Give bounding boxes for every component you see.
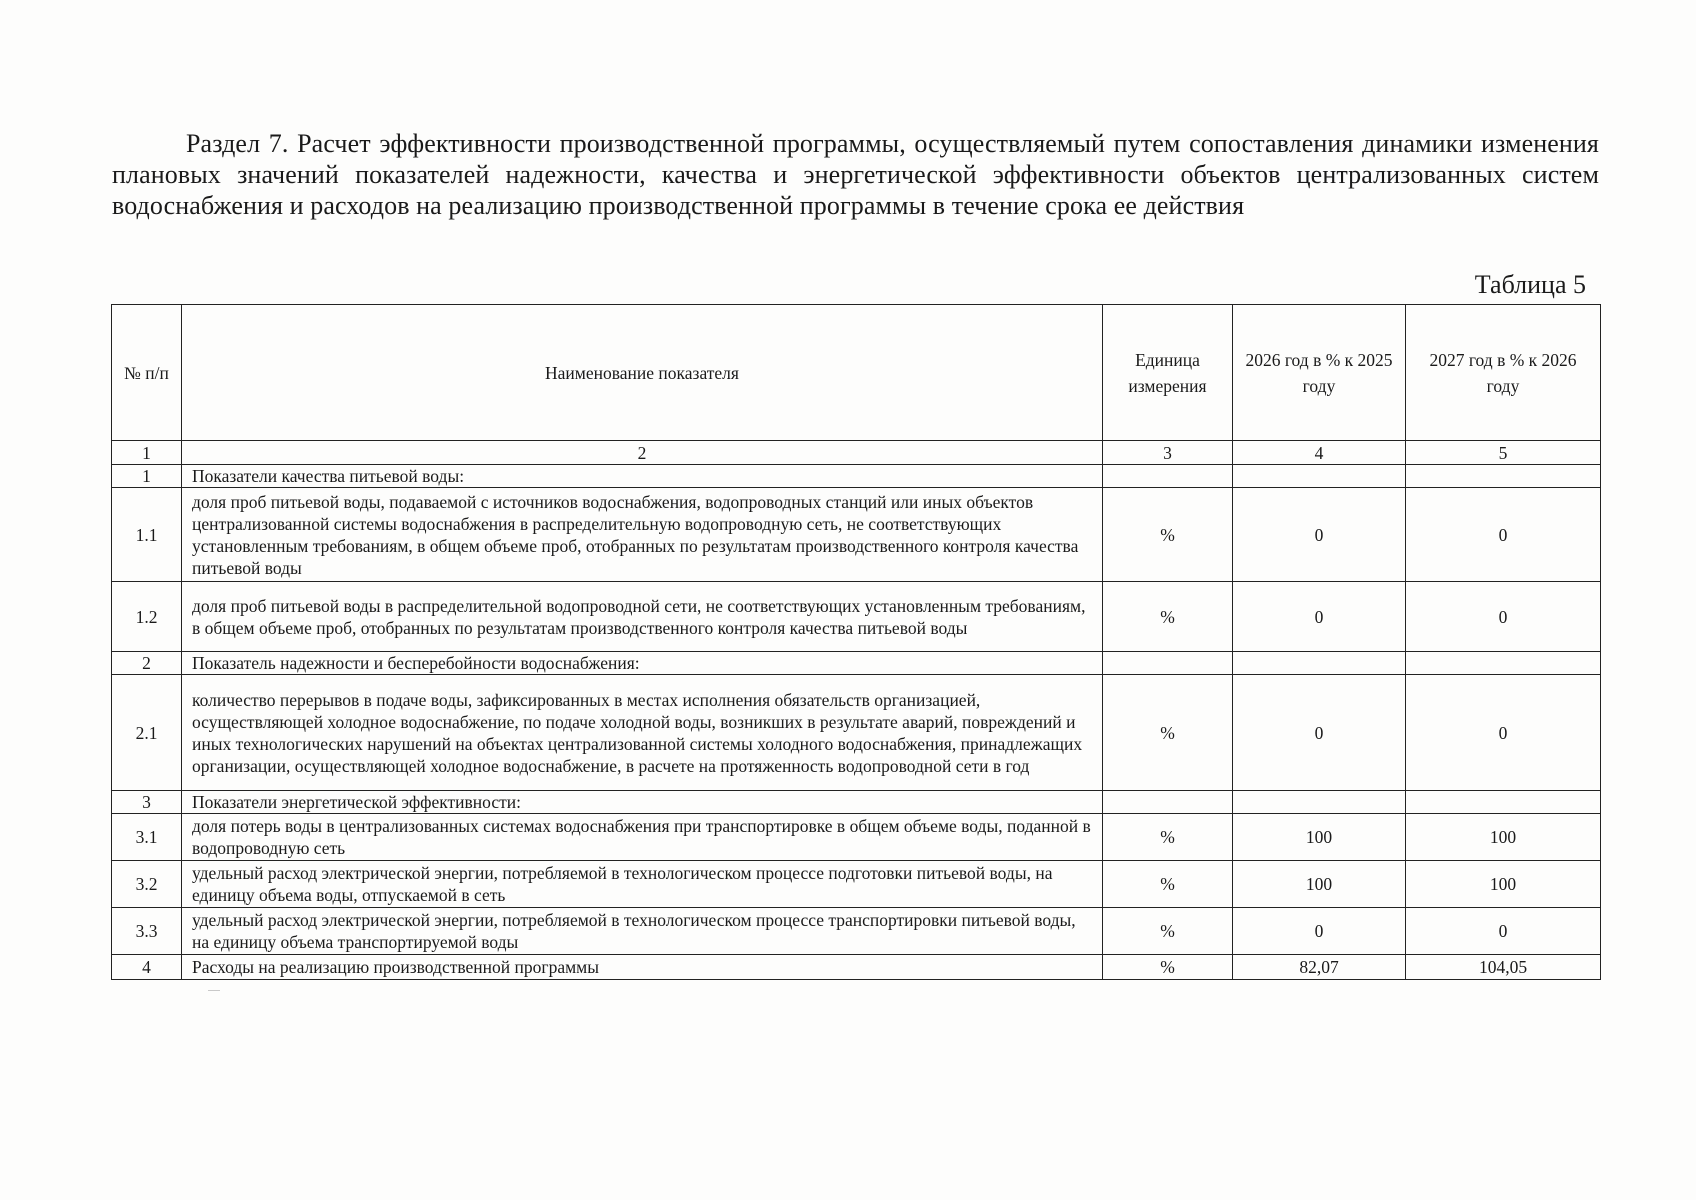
- row-2026: 100: [1233, 861, 1406, 908]
- row-2027: [1406, 465, 1601, 488]
- row-2026: [1233, 465, 1406, 488]
- row-2026: 0: [1233, 582, 1406, 652]
- row-2027: 0: [1406, 675, 1601, 791]
- row-2027: 0: [1406, 488, 1601, 582]
- row-2026: 0: [1233, 908, 1406, 955]
- row-2026: 0: [1233, 675, 1406, 791]
- row-2026: [1233, 791, 1406, 814]
- row-unit: [1103, 652, 1233, 675]
- row-unit: %: [1103, 955, 1233, 980]
- table-row: [112, 582, 1601, 652]
- header-num: № п/п: [112, 305, 182, 441]
- row-num: 1.2: [112, 582, 182, 652]
- row-name: удельный расход электрической энергии, потребляемой в технологическом процессе подготовки питьевой воды, на единицу объема воды, отпускаемой в сеть: [182, 861, 1103, 908]
- row-2027: 0: [1406, 582, 1601, 652]
- column-index: 1: [112, 441, 182, 465]
- row-2027: 100: [1406, 861, 1601, 908]
- row-num: 3.1: [112, 814, 182, 861]
- table-row: [112, 652, 1601, 675]
- header-unit: Единица измерения: [1103, 305, 1233, 441]
- row-num: 4: [112, 955, 182, 980]
- row-name: доля проб питьевой воды в распределительной водопроводной сети, не соответствующих установленным требованиям, в общем объеме проб, отобранных по результатам производственного контроля качества питьевой воды: [182, 582, 1103, 652]
- table-row: [112, 488, 1601, 582]
- section-heading: Раздел 7. Расчет эффективности производственной программы, осуществляемый путем сопоставления динамики изменения плановых значений показателей надежности, качества и энергетической эффективности объектов централизованных систем водоснабжения и расходов на реализацию производственной программы в течение срока ее действия: [112, 129, 1599, 220]
- row-2027: 100: [1406, 814, 1601, 861]
- row-name: Показатели энергетической эффективности:: [182, 791, 1103, 814]
- column-index: 2: [182, 441, 1103, 465]
- row-num: 1: [112, 465, 182, 488]
- row-2027: [1406, 791, 1601, 814]
- scan-artifact: [208, 990, 220, 991]
- header-name: Наименование показателя: [182, 305, 1103, 441]
- header-2026: 2026 год в % к 2025 году: [1233, 305, 1406, 441]
- row-num: 2: [112, 652, 182, 675]
- row-2027: 104,05: [1406, 955, 1601, 980]
- row-2026: [1233, 652, 1406, 675]
- row-2026: 0: [1233, 488, 1406, 582]
- row-name: доля потерь воды в централизованных системах водоснабжения при транспортировке в общем объеме воды, поданной в водопроводную сеть: [182, 814, 1103, 861]
- row-unit: %: [1103, 675, 1233, 791]
- table-row: [112, 955, 1601, 980]
- row-unit: [1103, 465, 1233, 488]
- column-index-row: [112, 441, 1601, 465]
- table-header-row: [112, 305, 1601, 441]
- row-2026: 82,07: [1233, 955, 1406, 980]
- row-num: 3.2: [112, 861, 182, 908]
- column-index: 4: [1233, 441, 1406, 465]
- row-2027: [1406, 652, 1601, 675]
- row-num: 2.1: [112, 675, 182, 791]
- row-unit: %: [1103, 861, 1233, 908]
- row-name: доля проб питьевой воды, подаваемой с источников водоснабжения, водопроводных станций или иных объектов централизованной системы водоснабжения в распределительную водопроводную сеть, не соответствующих установленным требованиям, в общем объеме проб, отобранных по результатам производственного контроля качества питьевой воды: [182, 488, 1103, 582]
- row-name: Расходы на реализацию производственной программы: [182, 955, 1103, 980]
- row-unit: %: [1103, 582, 1233, 652]
- row-2027: 0: [1406, 908, 1601, 955]
- table-row: [112, 861, 1601, 908]
- table-row: [112, 814, 1601, 861]
- row-unit: %: [1103, 908, 1233, 955]
- row-unit: %: [1103, 488, 1233, 582]
- row-name: Показатели качества питьевой воды:: [182, 465, 1103, 488]
- row-name: количество перерывов в подаче воды, зафиксированных в местах исполнения обязательств организацией, осуществляющей холодное водоснабжение, по подаче холодной воды, возникших в результате аварий, повреждений и иных технологических нарушений на объектах централизованной системы холодного водоснабжения, принадлежащих организации, осуществляющей холодное водоснабжение, в расчете на протяженность водопроводной сети в год: [182, 675, 1103, 791]
- column-index: 3: [1103, 441, 1233, 465]
- table-row: [112, 465, 1601, 488]
- row-num: 3.3: [112, 908, 182, 955]
- row-name: Показатель надежности и бесперебойности водоснабжения:: [182, 652, 1103, 675]
- column-index: 5: [1406, 441, 1601, 465]
- row-num: 1.1: [112, 488, 182, 582]
- table-caption: Таблица 5: [1474, 270, 1586, 299]
- table-row: [112, 791, 1601, 814]
- row-num: 3: [112, 791, 182, 814]
- table-row: [112, 675, 1601, 791]
- row-unit: [1103, 791, 1233, 814]
- efficiency-table: [111, 304, 1601, 980]
- row-unit: %: [1103, 814, 1233, 861]
- row-name: удельный расход электрической энергии, потребляемой в технологическом процессе транспортировки питьевой воды, на единицу объема транспортируемой воды: [182, 908, 1103, 955]
- header-2027: 2027 год в % к 2026 году: [1406, 305, 1601, 441]
- table-row: [112, 908, 1601, 955]
- row-2026: 100: [1233, 814, 1406, 861]
